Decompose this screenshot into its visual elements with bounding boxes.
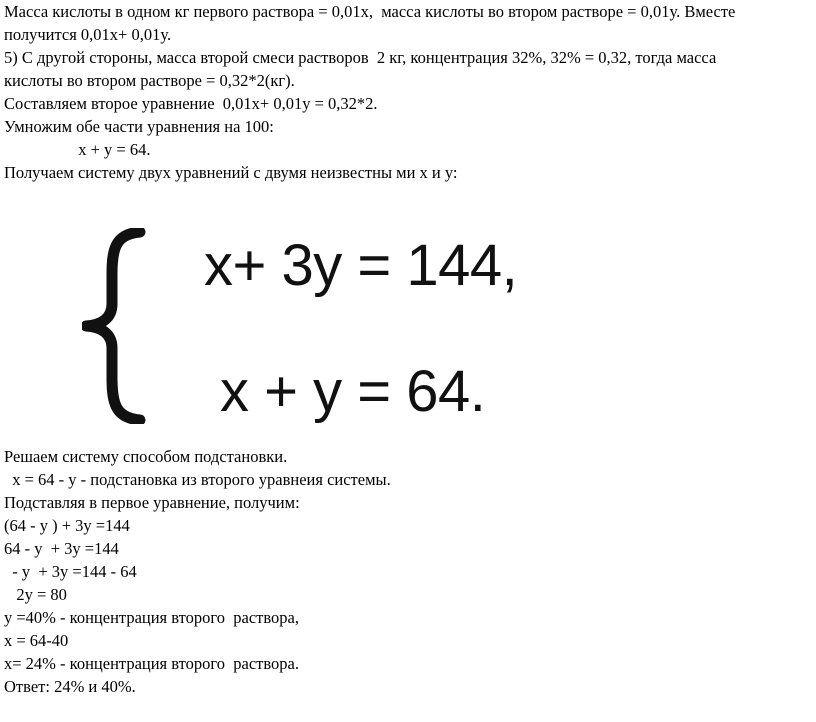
text-line: Подставляя в первое уравнение, получим:: [4, 493, 300, 512]
text-line: х + у = 64.: [4, 140, 151, 159]
text-line: получится 0,01х+ 0,01у.: [4, 25, 172, 44]
text-line: кислоты во втором растворе = 0,32*2(кг).: [4, 71, 295, 90]
equation-1: x+ 3y = 144,: [204, 233, 518, 298]
solution-text-top: [4, 0, 735, 184]
text-line: 5) С другой стороны, масса второй смеси растворов 2 кг, концентрация 32%, 32% = 0,32, тогда масса: [4, 48, 717, 67]
text-line: (64 - у ) + 3у =144: [4, 516, 130, 535]
text-line: Умножим обе части уравнения на 100:: [4, 117, 274, 136]
text-line: Масса кислоты в одном кг первого раствора = 0,01х, масса кислоты во втором растворе = 0,01у. Вместе: [4, 2, 736, 21]
text-line: Ответ: 24% и 40%.: [4, 677, 136, 696]
text-line: Решаем систему способом подстановки.: [4, 447, 288, 466]
text-line: 64 - у + 3у =144: [4, 539, 119, 558]
equation-system: [82, 228, 562, 428]
curly-brace-icon: [82, 228, 152, 424]
equation-2: x + y = 64.: [220, 359, 486, 424]
text-line: х= 24% - концентрация второго раствора.: [4, 654, 299, 673]
text-line: - у + 3у =144 - 64: [4, 562, 137, 581]
text-line: 2у = 80: [4, 585, 67, 604]
text-line: х = 64 - у - подстановка из второго уравнеия системы.: [4, 470, 391, 489]
text-line: Получаем систему двух уравнений с двумя неизвестны ми х и у:: [4, 163, 458, 182]
text-line: х = 64-40: [4, 631, 69, 650]
text-line: Составляем второе уравнение 0,01х+ 0,01у = 0,32*2.: [4, 94, 378, 113]
solution-text-bottom: [4, 445, 391, 698]
text-line: у =40% - концентрация второго раствора,: [4, 608, 299, 627]
